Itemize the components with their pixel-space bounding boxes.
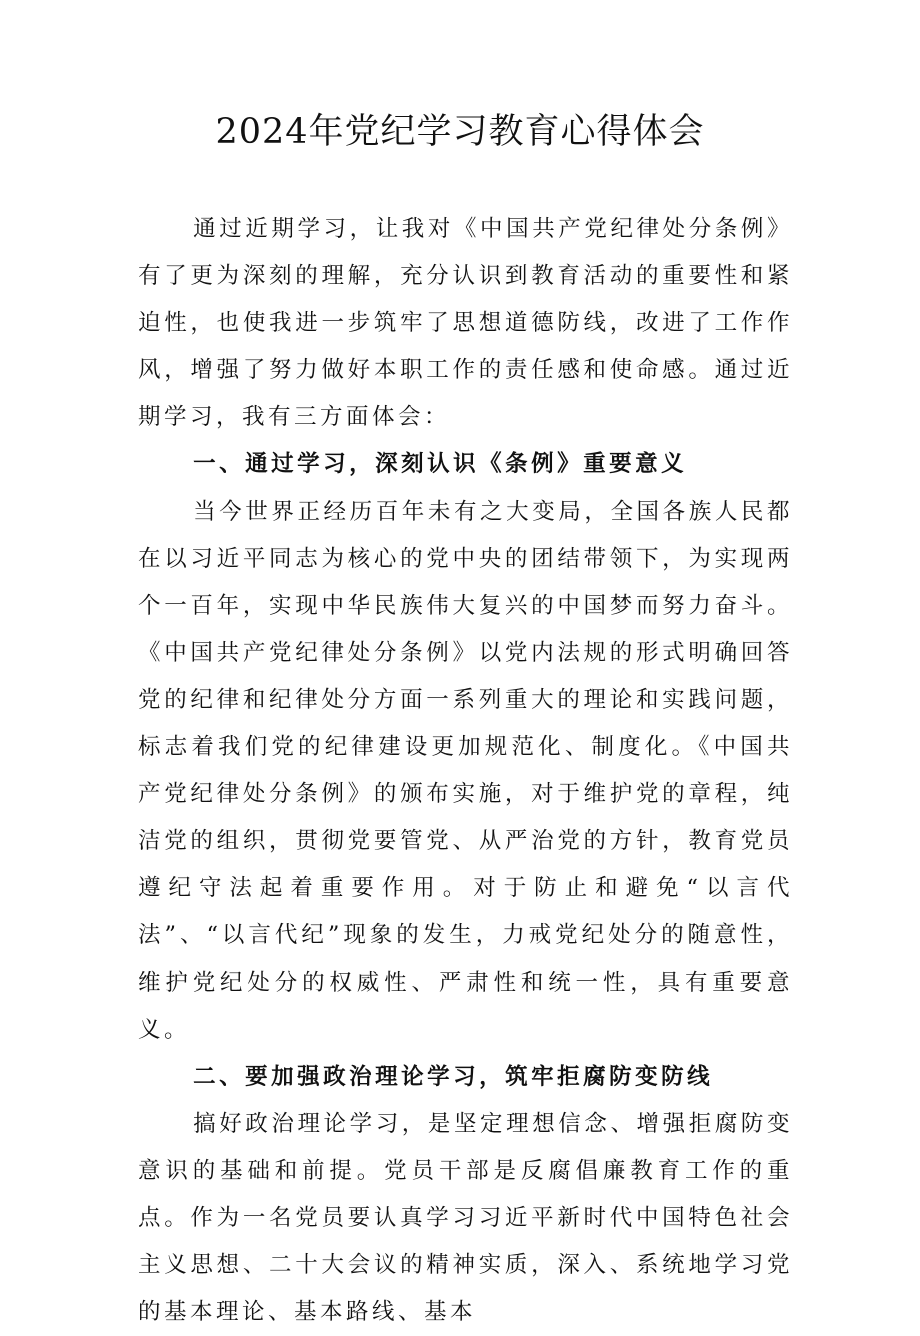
section-heading-1: 一、通过学习，深刻认识《条例》重要意义 [193, 451, 688, 478]
section-1-paragraph: 当今世界正经历百年未有之大变局，全国各族人民都在以习近平同志为核心的党中央的团结带领下，为实现两个一百年，实现中华民族伟大复兴的中国梦而努力奋斗。《中国共产党纪律处分条例》以党内法规的形式明确回答党的纪律和纪律处分方面一系列重大的理论和实践问题，标志着我们党的纪律建设更加规范化、制度化。《中国共产党纪律处分条例》的颁布实施，对于维护党的章程，纯洁党的组织，贯彻党要管党、从严治党的方针，教育党员遵纪守法起着重要作用。对于防止和避免“以言代法”、“以言代纪”现象的发生，力戒党纪处分的随意性，维护党纪处分的权威性、严肃性和统一性，具有重要意义。 [138, 498, 793, 1043]
document-title: 2024年党纪学习教育心得体会 [215, 112, 705, 152]
section-heading-2: 二、要加强政治理论学习，筑牢拒腐防变防线 [193, 1063, 714, 1090]
intro-paragraph: 通过近期学习，让我对《中国共产党纪律处分条例》有了更为深刻的理解，充分认识到教育活动的重要性和紧迫性，也使我进一步筑牢了思想道德防线，改进了工作作风，增强了努力做好本职工作的责任感和使命感。通过近期学习，我有三方面体会： [138, 216, 793, 431]
section-2-paragraph: 搞好政治理论学习，是坚定理想信念、增强拒腐防变意识的基础和前提。党员干部是反腐倡廉教育工作的重点。作为一名党员要认真学习习近平新时代中国特色社会主义思想、二十大会议的精神实质，深入、系统地学习党的基本理论、基本路线、基本 [138, 1110, 793, 1326]
document-body [138, 206, 793, 1336]
